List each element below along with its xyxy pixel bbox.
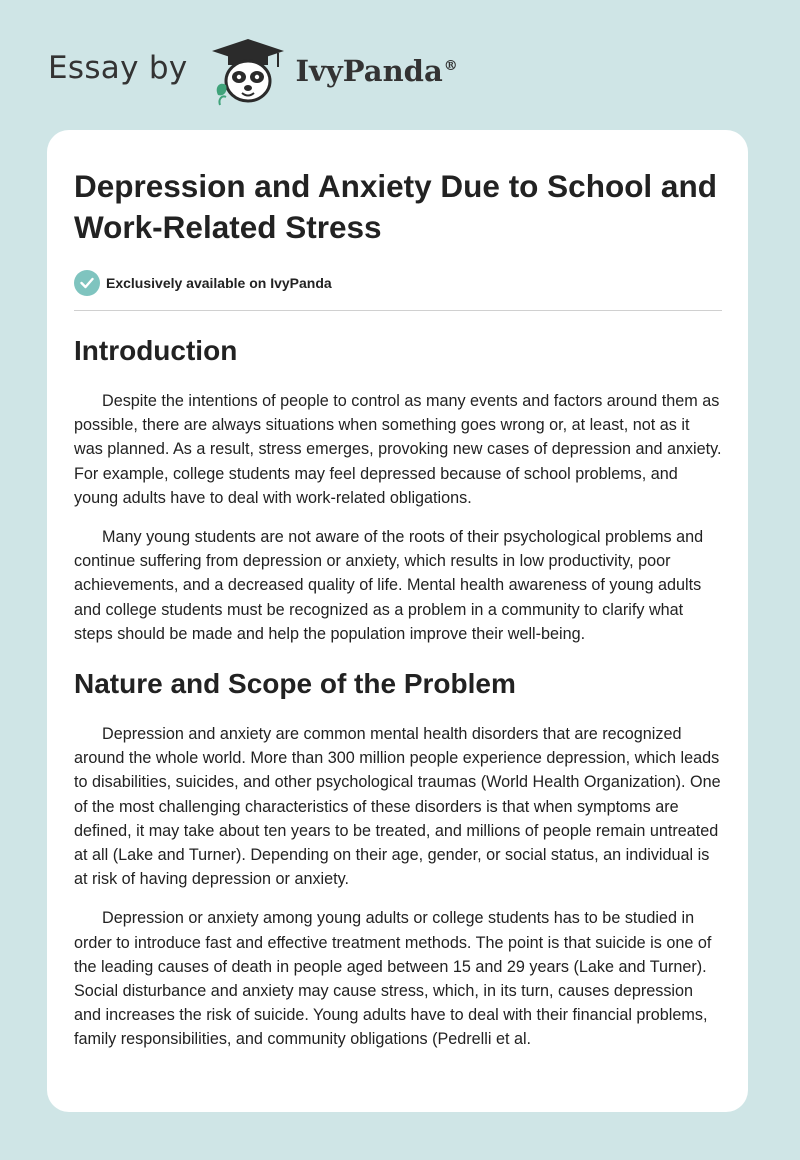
brand-prefix: Essay by (48, 50, 188, 86)
heading-introduction: Introduction (74, 335, 238, 366)
divider (74, 310, 722, 311)
paragraph: Despite the intentions of people to control as many events and factors around them as possible, there are always situations when something goes wrong or, at least, not as it was planned. As a result, stress emerges, provoking new cases of depression and anxiety. For example, college students may feel depressed because of school problems, and young adults have to deal with work-related obligations. (74, 392, 722, 507)
site-header (48, 36, 458, 106)
article-content (74, 166, 722, 1052)
exclusive-badge (74, 270, 722, 296)
badge-text: Exclusively available on IvyPanda (106, 275, 332, 291)
registered-mark: ® (443, 58, 458, 75)
brand-name[interactable]: IvyPanda® (295, 54, 458, 88)
paragraph: Depression and anxiety are common mental health disorders that are recognized around the whole world. More than 300 million people experience depression, which leads to disabilities, suicides, and other psychological traumas (World Health Organization). One of the most challenging characteristics of these disorders is that when symptoms are defined, it may take about ten years to be treated, and millions of people remain untreated at all (Lake and Turner). Depending on their age, gender, or social status, an individual is at risk of having depression or anxiety. (74, 725, 721, 889)
check-icon (74, 270, 100, 296)
article-card (47, 130, 748, 1112)
paragraph: Depression or anxiety among young adults or college students has to be studied in order to introduce fast and effective treatment methods. The point is that suicide is one of the leading causes of death in people aged between 15 and 29 years (Lake and Turner). Social disturbance and anxiety may cause stress, which, in its turn, causes depression and increases the risk of suicide. Young adults have to deal with their financial problems, family responsibilities, and community obligations (Pedrelli et al. (74, 909, 712, 1049)
article-title: Depression and Anxiety Due to School and Work-Related Stress (74, 168, 717, 245)
paragraph: Many young students are not aware of the roots of their psychological problems and continue suffering from depression or anxiety, which results in low productivity, poor achievements, and a decreased quality of life. Mental health awareness of young adults and college students must be recognized as a problem in a community to clarify what steps should be made and help the population improve their well-being. (74, 528, 704, 643)
heading-nature-and-scope: Nature and Scope of the Problem (74, 668, 516, 700)
panda-logo-icon[interactable] (204, 35, 292, 107)
